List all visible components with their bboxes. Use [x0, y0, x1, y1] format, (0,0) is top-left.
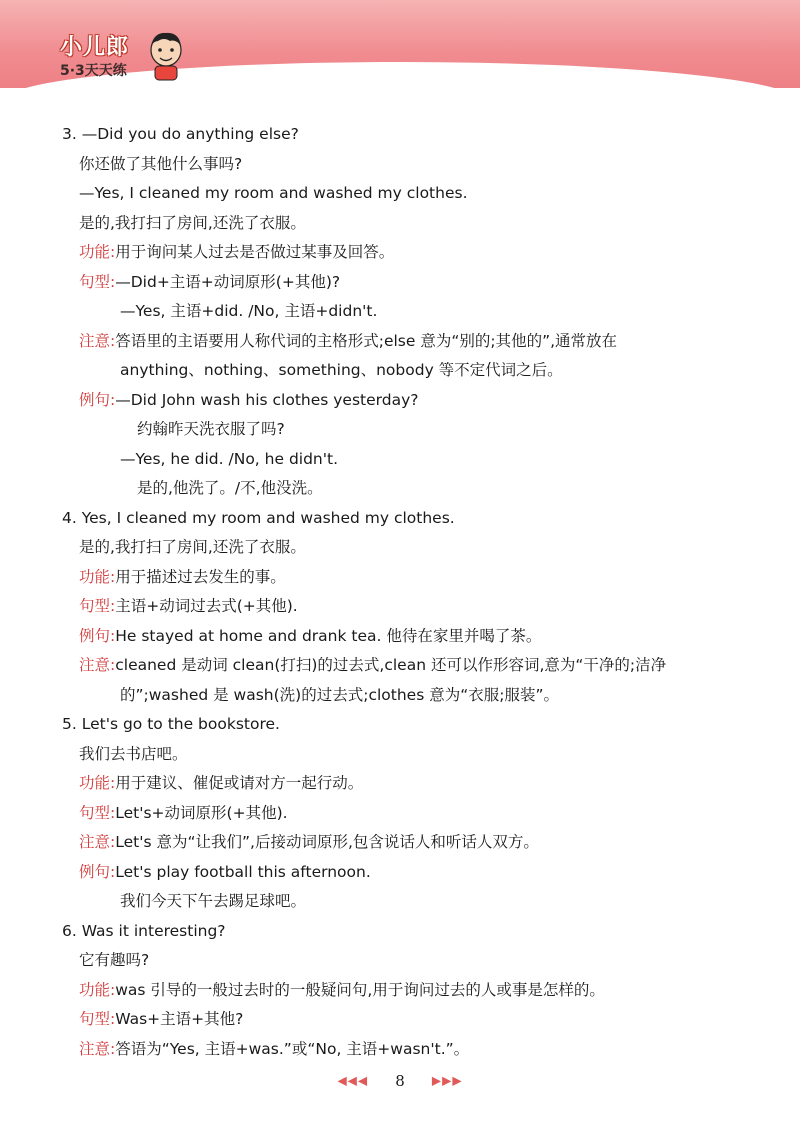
example-text: Let's play football this afternoon.	[115, 862, 371, 881]
mascot-icon	[146, 30, 186, 82]
example-label: 例句:	[79, 626, 116, 645]
section-4-pattern	[62, 592, 742, 622]
section-6-title: 6. Was it interesting?	[62, 921, 226, 940]
section-5-example	[62, 858, 742, 888]
pattern-text: Let's+动词原形(+其他).	[115, 803, 288, 822]
example-text: He stayed at home and drank tea. 他待在家里并喝了茶。	[115, 626, 542, 645]
section-3-example-answer: —Yes, he did. /No, he didn't.	[120, 449, 339, 468]
section-6-note	[62, 1035, 742, 1065]
example-label: 例句:	[79, 862, 116, 881]
pattern-text: 主语+动词过去式(+其他).	[115, 597, 298, 615]
note-text: 答语里的主语要用人称代词的主格形式;else 意为“别的;其他的”,通常放在	[115, 331, 618, 350]
section-4-example	[62, 622, 742, 652]
page-footer	[0, 1070, 800, 1090]
section-3-example-answer-translation: 是的,他洗了。/不,他没洗。	[137, 479, 323, 497]
section-5-title: 5. Let's go to the bookstore.	[62, 715, 280, 733]
function-label: 功能:	[79, 567, 116, 586]
section-6-pattern	[62, 1005, 742, 1035]
note-label: 注意:	[79, 331, 116, 350]
pattern-label: 句型:	[79, 272, 116, 291]
note-label: 注意:	[79, 656, 116, 674]
section-6-function	[62, 976, 742, 1006]
section-3-answer: —Yes, I cleaned my room and washed my clothes.	[79, 184, 468, 202]
brand-subtitle: 5·3天天练	[60, 63, 127, 79]
section-3-note-continued: anything、nothing、something、nobody 等不定代词之后。	[120, 361, 563, 379]
section-3-answer-translation: 是的,我打扫了房间,还洗了衣服。	[79, 213, 306, 232]
section-4-title: 4. Yes, I cleaned my room and washed my clothes.	[62, 508, 455, 527]
section-3-function	[62, 238, 742, 268]
function-text: 用于询问某人过去是否做过某事及回答。	[115, 243, 395, 261]
brand-logo	[42, 30, 182, 86]
function-label: 功能:	[79, 980, 116, 999]
example-text: —Did John wash his clothes yesterday?	[115, 390, 419, 409]
pattern-text: Was+主语+其他?	[115, 1010, 244, 1028]
function-text: was 引导的一般过去时的一般疑问句,用于询问过去的人或事是怎样的。	[115, 980, 605, 999]
section-5-pattern	[62, 799, 742, 829]
section-3-question-translation: 你还做了其他什么事吗?	[79, 154, 243, 173]
function-label: 功能:	[79, 243, 116, 261]
note-text: Let's 意为“让我们”,后接动词原形,包含说话人和听话人双方。	[115, 833, 539, 851]
section-4-note-continued: 的”;washed 是 wash(洗)的过去式;clothes 意为“衣服;服装”。	[120, 685, 559, 704]
section-4-note	[62, 651, 742, 681]
section-5-note	[62, 828, 742, 858]
note-text: cleaned 是动词 clean(打扫)的过去式,clean 还可以作形容词,意为“干净的;洁净	[115, 656, 667, 674]
section-3-question: 3. —Did you do anything else?	[62, 125, 299, 143]
function-label: 功能:	[79, 774, 116, 792]
right-arrows-icon: ▶▶▶	[431, 1073, 463, 1088]
section-5-example-translation: 我们今天下午去踢足球吧。	[120, 892, 307, 910]
section-3-pattern	[62, 268, 742, 298]
pattern-label: 句型:	[79, 597, 116, 615]
section-5-translation: 我们去书店吧。	[79, 744, 188, 763]
page-number: 8	[395, 1071, 405, 1090]
section-3-example	[62, 386, 742, 416]
note-text: 答语为“Yes, 主语+was.”或“No, 主语+wasn't.”。	[115, 1039, 470, 1058]
pattern-text: —Did+主语+动词原形(+其他)?	[115, 272, 341, 291]
section-4-translation: 是的,我打扫了房间,还洗了衣服。	[79, 538, 306, 556]
section-5-function	[62, 769, 742, 799]
left-arrows-icon: ◀◀◀	[337, 1073, 369, 1088]
note-label: 注意:	[79, 833, 116, 851]
page-content	[62, 120, 742, 1064]
function-text: 用于建议、催促或请对方一起行动。	[115, 774, 364, 792]
function-text: 用于描述过去发生的事。	[115, 567, 286, 586]
pattern-label: 句型:	[79, 803, 116, 822]
pattern-label: 句型:	[79, 1010, 116, 1028]
note-label: 注意:	[79, 1039, 116, 1058]
example-label: 例句:	[79, 390, 116, 409]
section-3-pattern-answer: —Yes, 主语+did. /No, 主语+didn't.	[120, 302, 378, 320]
section-4-function	[62, 563, 742, 593]
section-3-example-translation: 约翰昨天洗衣服了吗?	[137, 420, 285, 438]
section-6-translation: 它有趣吗?	[79, 951, 150, 969]
brand-title: 小儿郎	[60, 35, 130, 60]
section-3-note	[62, 327, 742, 357]
